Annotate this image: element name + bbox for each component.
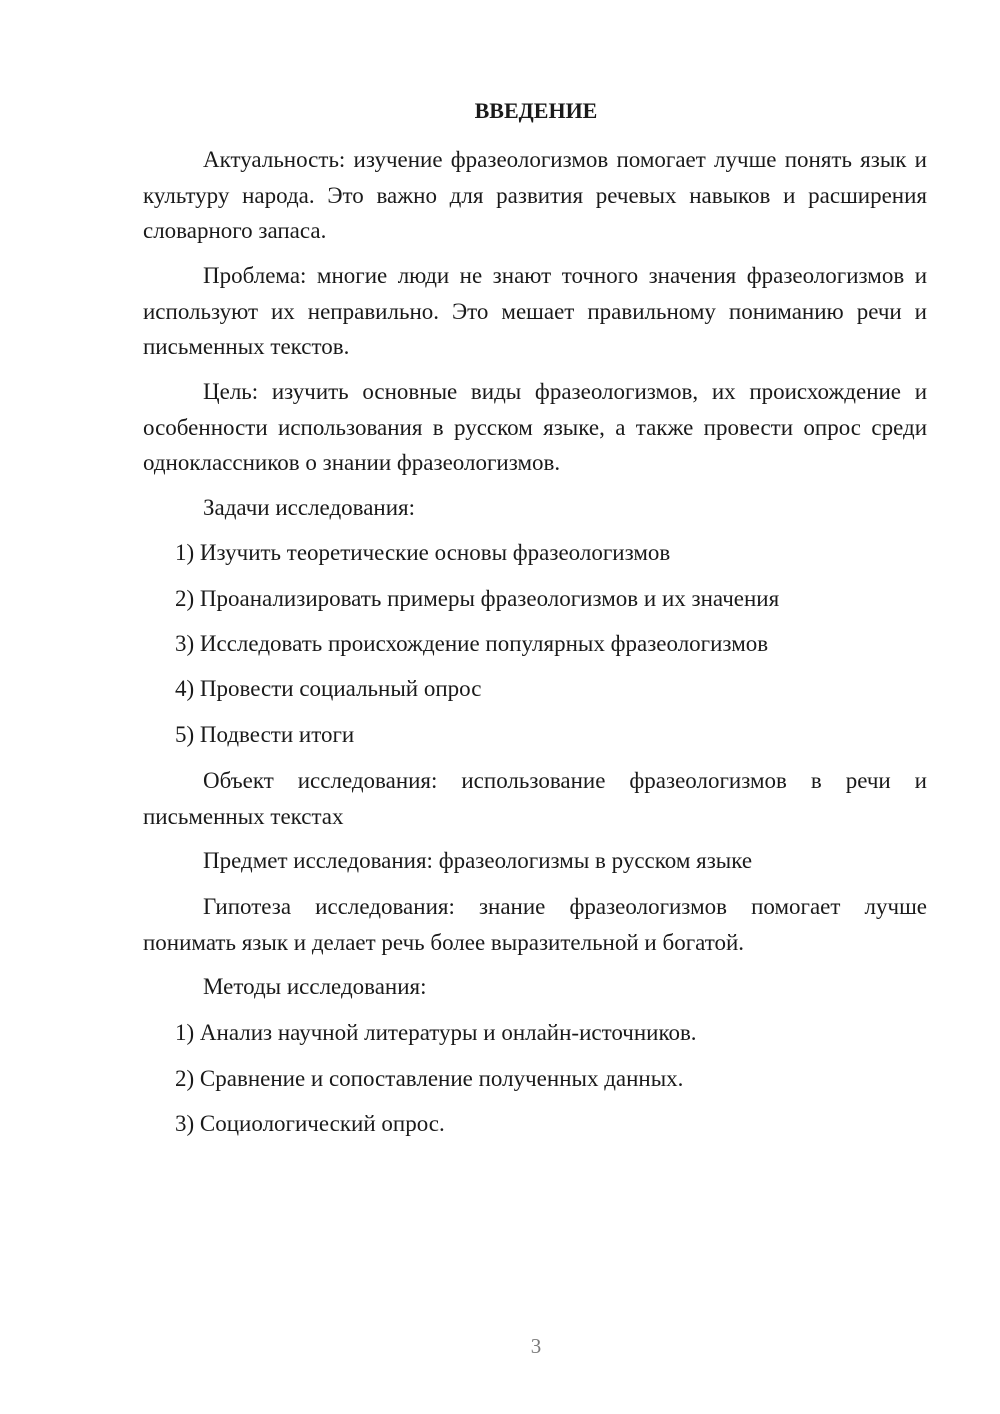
task-item-4: 4) Провести социальный опрос (175, 676, 482, 701)
page-number: 3 (530, 1334, 542, 1358)
method-item-2: 2) Сравнение и сопоставление полученных данных. (175, 1066, 684, 1091)
task-item-2: 2) Проанализировать примеры фразеологизмов и их значения (175, 586, 780, 611)
relevance-paragraph: Актуальность: изучение фразеологизмов помогает лучше понять язык и культуру народа. Это важно для развития речевых навыков и расширения словарного запаса. (143, 147, 927, 243)
task-item-5: 5) Подвести итоги (175, 722, 355, 747)
method-item-3: 3) Социологический опрос. (175, 1111, 445, 1136)
problem-paragraph: Проблема: многие люди не знают точного значения фразеологизмов и используют их неправильно. Это мешает правильному пониманию речи и письменных текстов. (143, 263, 927, 359)
task-item-1: 1) Изучить теоретические основы фразеологизмов (175, 540, 671, 565)
task-item-3: 3) Исследовать происхождение популярных фразеологизмов (175, 631, 769, 656)
object-paragraph: Объект исследования: использование фразеологизмов в речи и письменных текстах (143, 768, 927, 829)
method-item-1: 1) Анализ научной литературы и онлайн-источников. (175, 1020, 697, 1045)
subject-paragraph: Предмет исследования: фразеологизмы в русском языке (203, 848, 753, 873)
methods-heading: Методы исследования: (203, 974, 427, 999)
goal-paragraph: Цель: изучить основные виды фразеологизмов, их происхождение и особенности использования в русском языке, а также провести опрос среди одноклассников о знании фразеологизмов. (143, 379, 927, 475)
tasks-heading: Задачи исследования: (203, 495, 416, 520)
page-title: ВВЕДЕНИЕ (474, 98, 598, 123)
hypothesis-paragraph: Гипотеза исследования: знание фразеологизмов помогает лучше понимать язык и делает речь более выразительной и богатой. (143, 894, 927, 955)
